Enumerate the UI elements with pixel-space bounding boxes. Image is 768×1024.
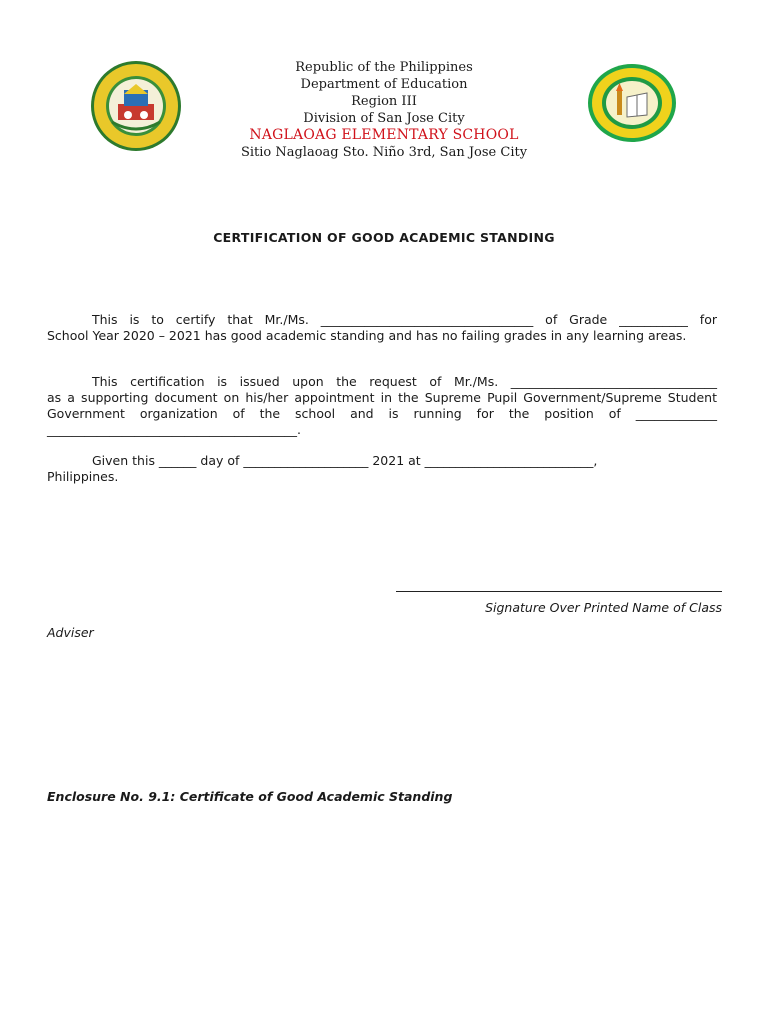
school-address: Sitio Naglaoag Sto. Niño 3rd, San Jose City <box>240 145 528 160</box>
header-department: Department of Education <box>300 77 468 92</box>
enclosure-label: Enclosure No. 9.1: Certificate of Good Academic Standing <box>47 789 453 804</box>
given-line: Given this ______ day of ____________________ 2021 at ___________________________, <box>92 453 598 468</box>
deped-division-seal-icon <box>90 60 182 152</box>
school-name: NAGLAOAG ELEMENTARY SCHOOL <box>249 127 519 143</box>
request-paragraph <box>47 374 717 438</box>
signature-line <box>396 591 722 592</box>
header-republic: Republic of the Philippines <box>295 60 473 75</box>
request-line: This certification is issued upon the request of Mr./Ms. _________________________________ <box>92 374 717 389</box>
certify-rest: School Year 2020 – 2021 has good academic standing and has no failing grades in any learning areas. <box>47 328 687 343</box>
signature-caption: Signature Over Printed Name of Class <box>485 600 722 615</box>
document-header <box>184 59 584 161</box>
signature-caption-adviser: Adviser <box>47 625 94 640</box>
given-paragraph <box>47 453 717 485</box>
header-division: Division of San Jose City <box>303 111 465 126</box>
school-seal-icon <box>587 63 677 143</box>
given-rest: Philippines. <box>47 469 119 484</box>
request-rest: as a supporting document on his/her appointment in the Supreme Pupil Government/Supreme Student Government organization of the school and is running for the position of _____________ ________________________________________. <box>47 390 717 437</box>
certification-paragraph <box>47 312 717 344</box>
certify-line: This is to certify that Mr./Ms. __________________________________ of Grade ___________ for <box>92 312 717 327</box>
document-title: CERTIFICATION OF GOOD ACADEMIC STANDING <box>213 230 555 245</box>
header-region: Region III <box>351 94 417 109</box>
